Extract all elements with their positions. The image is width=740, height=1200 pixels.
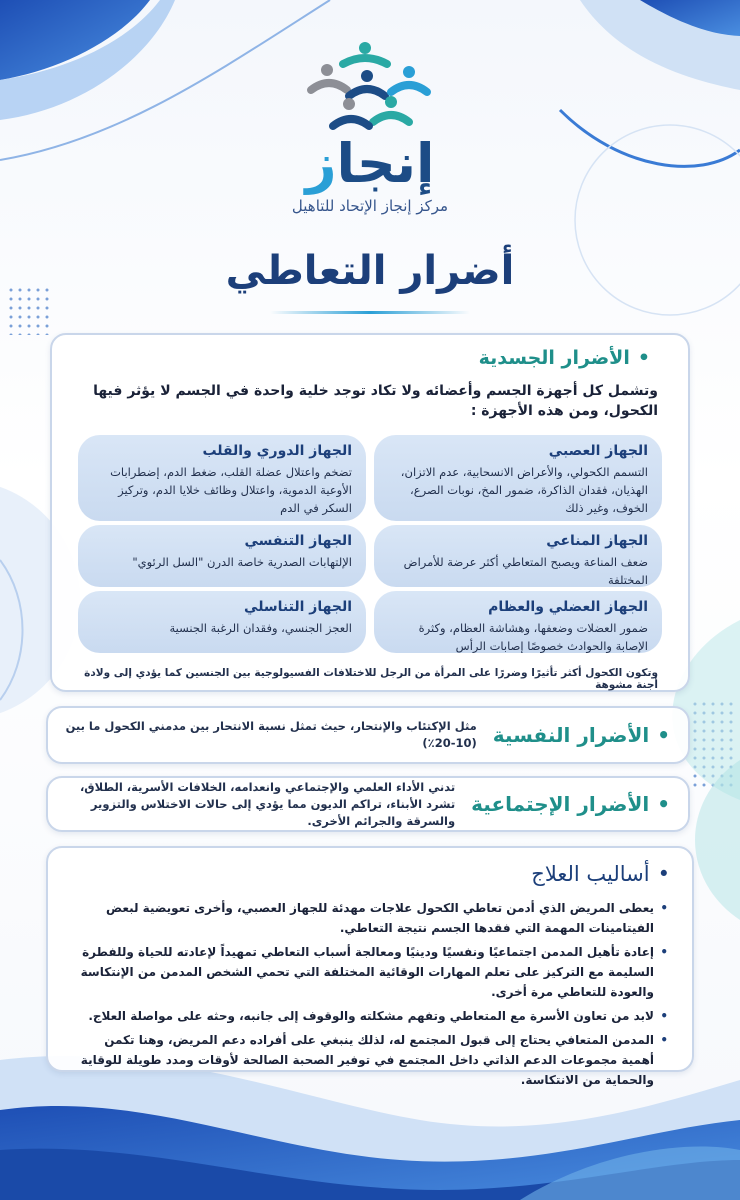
bullet-icon: • [657,792,670,816]
bullet-icon: • [657,723,670,747]
social-harms-text: تدني الأداء العلمي والإجتماعي وانعدامه، الخلافات الأسرية، الطلاق، تشرد الأبناء، تراكم الديون مما يؤدي إلى حالات الاختلاس والتزوير والسرقة والجرائم الأخرى. [79,779,456,828]
list-item: • لابد من تعاون الأسرة مع المتعاطي وتفهم مشكلته والوقوف إلى جانبه، وحثه على مواصلة العلاج. [68,1006,670,1026]
system-box-circulatory [78,435,366,521]
system-text: العجز الجنسي، وفقدان الرغبة الجنسية [169,621,352,635]
system-text: ضعف المناعة ويصبح المتعاطي أكثر عرضة للأمراض المختلفة [403,555,648,587]
system-title: الجهاز الدوري والقلب [202,443,352,459]
treatment-card [46,846,694,1087]
system-title: الجهاز التنفسي [244,533,352,549]
system-title: الجهاز المناعي [546,533,648,549]
psychological-harms-heading: • الأضرار النفسية [492,723,670,747]
system-text: تضخم واعتلال عضلة القلب، ضغط الدم، إضطرابات الأوعية الدموية، واعتلال وظائف خلايا الدم، وتركيز السكر في الدم [110,465,352,515]
psychological-harms-text: مثل الإكتئاب والإنتحار، حيث تمثل نسبة الانتحار بين مدمني الكحول ما بين (10-20٪) [65,719,477,750]
system-text: التسمم الكحولي، والأعراض الانسحابية، عدم الاتزان، الهذيان، فقدان الذاكرة، ضمور المخ، نوبات الصرع، الخوف، وغير ذلك [400,465,648,515]
logo-wordmark: إنجاز [305,132,435,195]
physical-harms-intro: وتشمل كل أجهزة الجسم وأعضائه ولا تكاد توجد خلية واحدة في الجسم لا يؤثر فيها الكحول، ومن هذه الأجهزة : [93,383,658,419]
list-item: • المدمن المتعافي يحتاج إلى قبول المجتمع له، لذلك ينبغي على أفراده دعم المريض، وهنا تكمن أهمية مجموعات الدعم الذاتي داخل المجتمع في توفير الصحبة الصالحة لأوقات ومدد طويلة للوقاية والحماية من الانتكاسة. [68,1030,670,1090]
system-text: الإلتهابات الصدرية خاصة الدرن "السل الرئوي" [132,555,352,569]
logo [0,40,740,215]
social-harms-heading: • الأضرار الإجتماعية [471,792,670,816]
system-text: ضمور العضلات وضعفها، وهشاشة العظام، وكثرة الإصابة والحوادث خصوصًا إصابات الرأس [418,621,648,653]
social-harms-card [46,776,690,832]
logo-subtitle: مركز إنجاز الإتحاد للتاهيل [291,197,449,215]
title-underline [270,311,470,314]
physical-harms-heading: • الأضرار الجسدية [478,347,650,369]
physical-harms-note: وتكون الكحول أكثر تأثيرًا وضررًا على المرأة من الرجل للاختلافات الفسيولوجية بين الجنسين كما يؤدي إلى ولادة أجنة مشوهة [84,667,658,691]
system-title: الجهاز العضلي والعظام [488,599,648,615]
bullet-icon: • [637,347,650,369]
psychological-harms-card [46,706,690,764]
physical-harms-card [50,333,690,692]
system-title: الجهاز التناسلي [244,599,352,615]
list-item: • إعادة تأهيل المدمن اجتماعيًا ونفسيًا ودينيًا ومعالجة أسباب التعاطي تمهيداً لإعادته للحياة وللفطرة السليمة مع التركيز على تعلم المهارات الوقائية المختلفة التي تحمي الشخص المدمن من الإنتكاسة والعودة للتعاطي مرة أخرى. [68,942,670,1002]
system-box-reproductive [78,591,366,653]
list-item: • يعطى المريض الذي أدمن تعاطي الكحول علاجات مهدئة للجهاز العصبي، وأخرى تعويضية لبعض الفيتامينات المهمة التي فقدها الجسم نتيجة التعاطي. [68,898,670,938]
treatment-heading: • أساليب العلاج [531,862,670,886]
system-box-nervous [374,435,662,521]
people-figures-icon [305,40,435,135]
system-box-respiratory [78,525,366,587]
system-box-immune [374,525,662,587]
system-title: الجهاز العصبي [548,443,648,459]
page-title: أضرار التعاطي [225,248,515,294]
treatment-list [68,898,670,1094]
system-box-musculoskeletal [374,591,662,653]
bullet-icon: • [657,862,670,886]
